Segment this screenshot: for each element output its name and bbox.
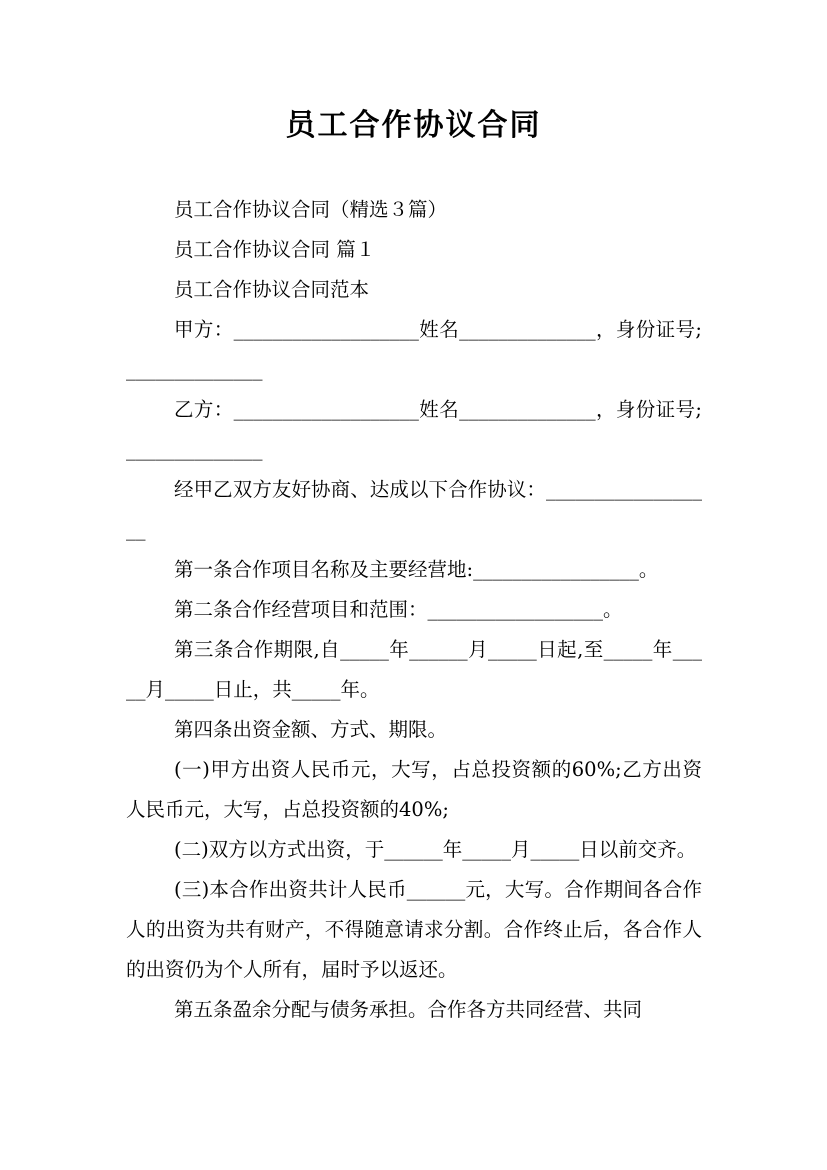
paragraph-article-4-item-3: (三)本合作出资共计人民币______元，大写。合作期间各合作人的出资为共有财产，不得随意请求分割。合作终止后，各合作人的出资仍为个人所有，届时予以返还。: [126, 878, 702, 981]
paragraph-article-4-item-1: (一)甲方出资人民币元，大写，占总投资额的60%;乙方出资人民币元，大写，占总投资额的40%;: [126, 758, 702, 821]
paragraph-party-a: 甲方：___________________姓名______________，身份证号;______________: [126, 318, 702, 381]
paragraph-party-b: 乙方：___________________姓名______________，身份证号;______________: [126, 398, 702, 461]
document-body: [126, 190, 702, 1030]
paragraph-article-1: 第一条合作项目名称及主要经营地:_________________。: [174, 558, 659, 581]
paragraph-article-5: 第五条盈余分配与债务承担。合作各方共同经营、共同: [174, 998, 643, 1021]
document-title: 员工合作协议合同: [285, 108, 542, 143]
paragraph-agreement-intro: 经甲乙双方友好协商、达成以下合作协议：__________________: [126, 478, 702, 541]
paragraph-article-3: 第三条合作期限,自_____年______月_____日起,至_____年_____月_____日止，共_____年。: [126, 638, 702, 701]
paragraph-template-heading: 员工合作协议合同范本: [174, 278, 370, 301]
paragraph-article-2: 第二条合作经营项目和范围：__________________。: [174, 598, 623, 621]
paragraph-collection-heading: 员工合作协议合同（精选３篇）: [174, 198, 448, 221]
paragraph-article-4-item-2: (二)双方以方式出资，于______年_____月_____日以前交齐。: [174, 838, 697, 861]
paragraph-article-4: 第四条出资金额、方式、期限。: [174, 718, 448, 741]
paragraph-section-heading: 员工合作协议合同 篇１: [174, 238, 376, 261]
